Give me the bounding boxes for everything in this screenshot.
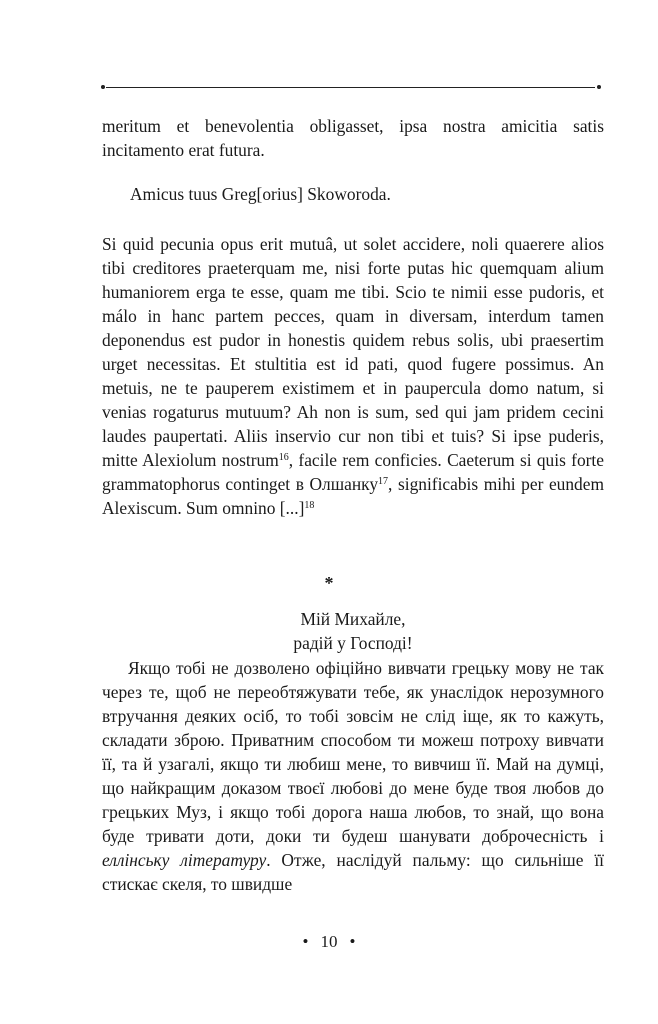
greeting-line-2: радій у Господі! <box>293 633 413 653</box>
postscript-text-c: , significabis mihi per eundem Alexiscum. Sum omnino [...] <box>102 474 604 518</box>
footnote-ref-18[interactable]: 18 <box>304 500 315 511</box>
signature-line: Amicus tuus Greg[orius] Skoworoda. <box>130 184 391 204</box>
paragraph-latin-postscript <box>102 232 604 520</box>
page-footer <box>0 932 658 952</box>
postscript-text-b: , facile rem conficies. Caeterum si quis forte grammatophorus continget в Олшанку <box>102 450 604 494</box>
header-ornament-right <box>597 85 601 89</box>
letter-text-a: Якщо тобі не дозволено офіційно вивчати грецьку мову не так через те, щоб не переобтяжувати тебе, як унаслідок нерозумного втручання деяких осіб, то тобі зовсім не слід іще, як то кажуть, складати зброю. Приватним способом ти можеш потроху вивчати її, та й узагалі, якщо ти любиш мене, то вивчиш її. Май на думці, що найкращим доказом твоєї любові до мене буде твоя любов до грецьких Муз, і якщо тобі дорога наша любов, то знай, що вона буде тривати доти, доки ти будеш шанувати доброчесність і <box>102 658 604 846</box>
section-separator: * <box>324 573 334 593</box>
paragraph-latin-ending: meritum et benevolentia obligasset, ipsa nostra amicitia satis incitamento erat futura. <box>102 116 604 160</box>
header-rule <box>106 87 595 88</box>
letter-italic-phrase: еллінську літературу <box>102 850 267 870</box>
postscript-text-a: Si quid pecunia opus erit mutuâ, ut solet accidere, noli quaerere alios tibi creditores praeterquam me, nisi forte putas hic quemquam alium humaniorem erga te esse, quam me tibi. Scio te nimii esse pudoris, et málo in hanc partem pecces, quam in diversam, interdum tamen deponendus est pudor in honestis quidem rebus solis, ubi praesertim urget necessitas. Et stultitia est id pati, quod fugere possimus. An metuis, ne te pauperem existimem et in paupercula domo natum, si venias rogaturus mutuum? Ah non is sum, sed qui jam pridem cecini laudes paupertati. Aliis inservio cur non tibi et tuis? Si ipse puderis, mitte Alexiolum nostrum <box>102 234 604 470</box>
page-number: 10 <box>320 932 338 951</box>
footer-ornament-left: • <box>302 932 309 951</box>
greeting-line-1: Мій Михайле, <box>300 609 406 629</box>
header-ornament-left <box>101 85 105 89</box>
footnote-ref-16[interactable]: 16 <box>278 452 289 463</box>
footnote-ref-17[interactable]: 17 <box>378 476 389 487</box>
letter-text-b: . Отже, наслідуй пальму: що сильніше її стискає скеля, то швидше <box>102 850 604 894</box>
paragraph-ukrainian-letter <box>102 656 604 896</box>
footer-ornament-right: • <box>349 932 356 951</box>
